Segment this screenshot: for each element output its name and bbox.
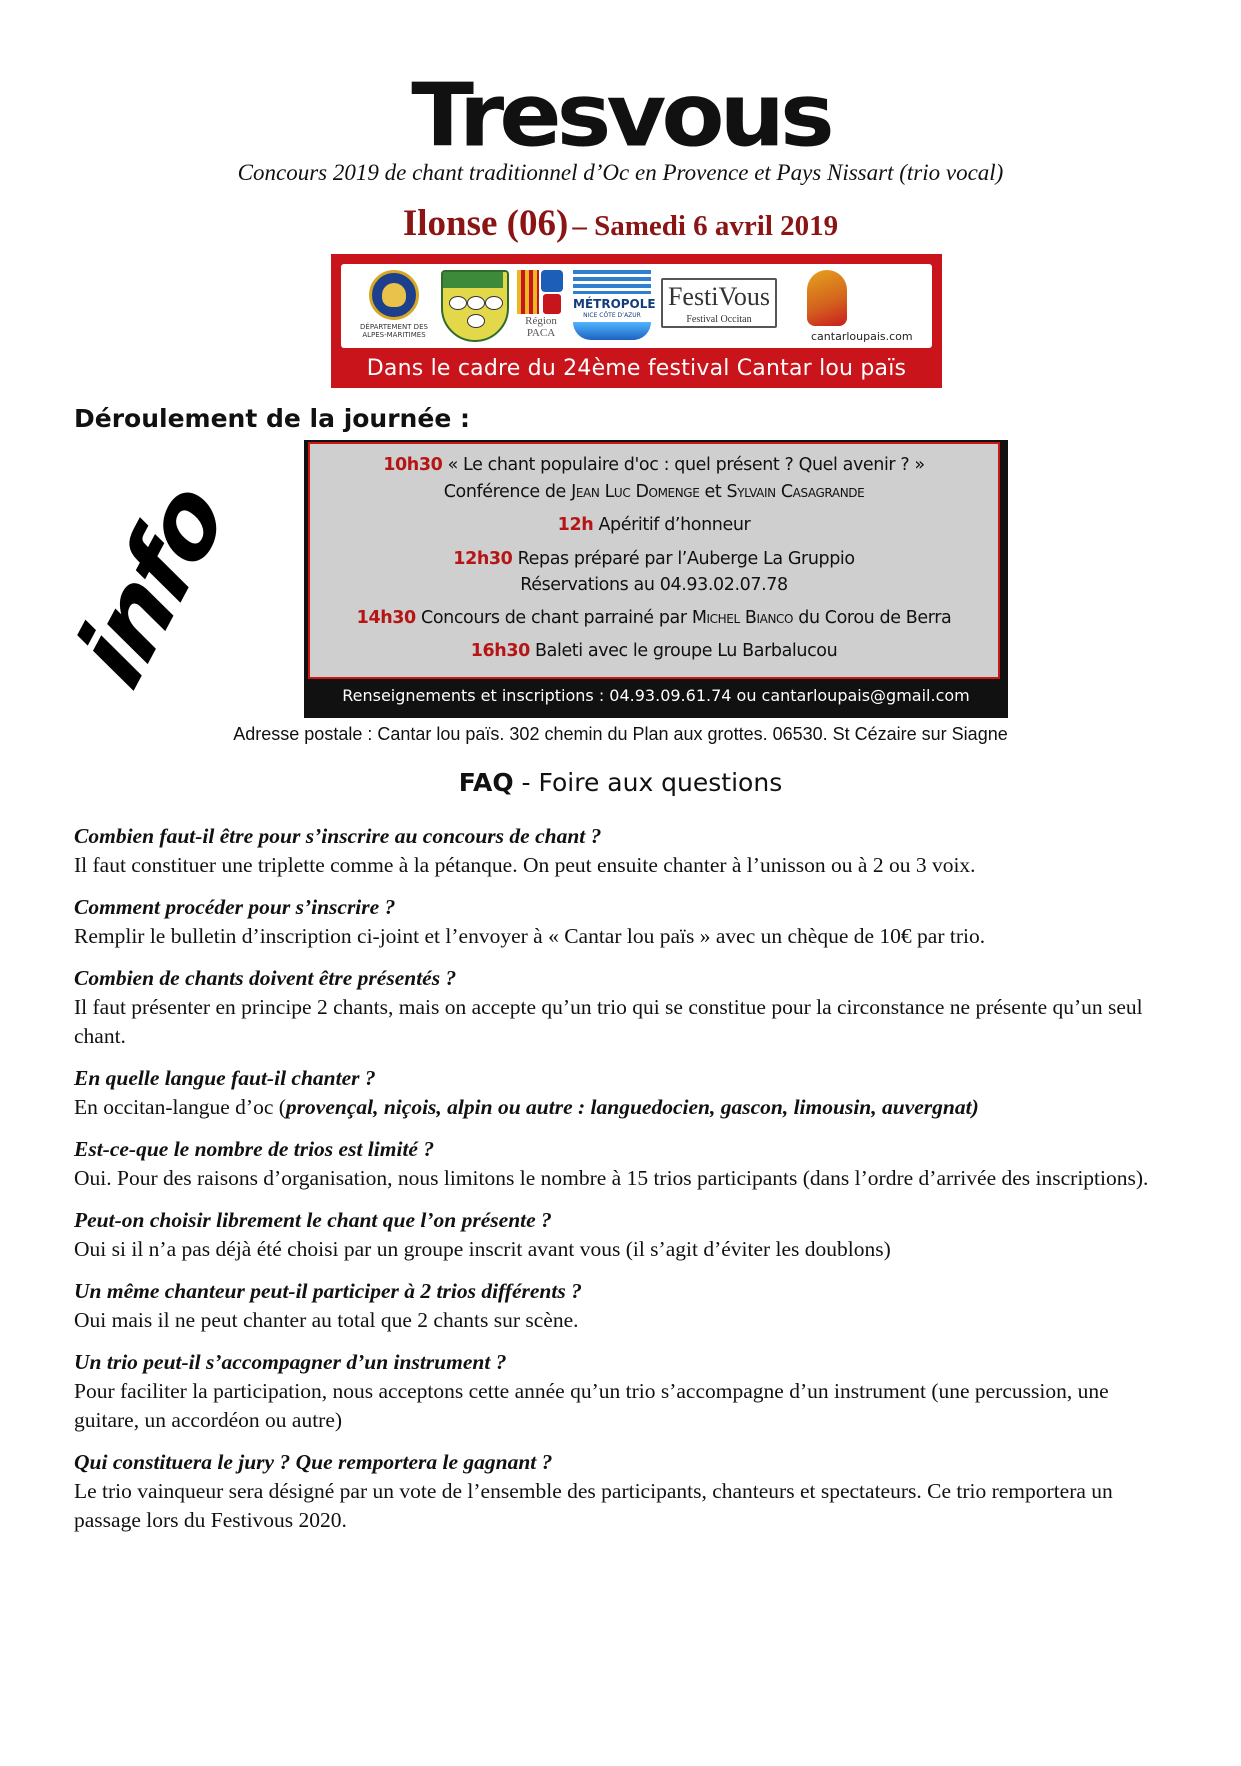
program-text: « Le chant populaire d'oc : quel présent ? Quel avenir ? » bbox=[447, 455, 925, 475]
subtitle: Concours 2019 de chant traditionnel d’Oc en Provence et Pays Nissart (trio vocal) bbox=[237, 160, 1004, 185]
program-item bbox=[310, 455, 998, 475]
paca-caption-2: PACA bbox=[526, 326, 556, 339]
paca-caption-1: Région bbox=[525, 315, 557, 327]
program-time: 16h30 bbox=[470, 641, 530, 661]
faq-question: Combien faut-il être pour s’inscrire au concours de chant ? bbox=[74, 824, 602, 848]
sponsor-logos bbox=[341, 264, 932, 348]
faq-title-rest: - Foire aux questions bbox=[513, 768, 783, 797]
faq-answer: Oui si il n’a pas déjà été choisi par un groupe inscrit avant vous (il s’agit d’éviter les doublons) bbox=[74, 1237, 891, 1261]
faq-list bbox=[74, 822, 1154, 1548]
program-item bbox=[310, 515, 998, 535]
cantar-lou-pais-logo bbox=[789, 270, 925, 342]
festivous-logo bbox=[661, 270, 779, 342]
speaker-name: Sylvain Casagrande bbox=[726, 482, 865, 502]
program-time: 12h30 bbox=[453, 549, 513, 569]
faq-item bbox=[74, 1206, 1154, 1264]
program-text: Repas préparé par l’Auberge La Gruppio bbox=[517, 549, 855, 569]
paca-stripes-icon bbox=[517, 270, 539, 314]
program-item bbox=[310, 608, 998, 628]
program-heading: Déroulement de la journée : bbox=[74, 404, 470, 433]
ilonse-coat-of-arms-icon bbox=[441, 270, 509, 342]
speaker-name: Jean Luc Domenge bbox=[571, 482, 700, 502]
metropole-logo bbox=[573, 270, 656, 342]
festivous-name: FestiVous bbox=[667, 282, 771, 311]
faq-question: Est-ce-que le nombre de trios est limité ? bbox=[74, 1137, 435, 1161]
program-time: 10h30 bbox=[383, 455, 443, 475]
festivous-sub: Festival Occitan bbox=[686, 314, 752, 325]
faq-answer-text: En occitan-langue d’oc ( bbox=[74, 1095, 286, 1119]
program-text: et bbox=[699, 482, 727, 502]
region-paca-logo bbox=[517, 270, 565, 342]
program-time: 14h30 bbox=[356, 608, 416, 628]
program-item bbox=[310, 482, 998, 502]
faq-answer-emphasis: provençal, niçois, alpin ou autre : languedocien, gascon, limousin, auvergnat) bbox=[285, 1095, 979, 1119]
event-place: Ilonse (06) bbox=[402, 203, 569, 244]
faq-item bbox=[74, 964, 1154, 1051]
sponsor-name: Michel Bianco bbox=[691, 608, 794, 628]
program-text: Réservations au 04.93.02.07.78 bbox=[520, 575, 788, 595]
program-text: Baleti avec le groupe Lu Barbalucou bbox=[535, 641, 838, 661]
event-date: – Samedi 6 avril 2019 bbox=[572, 210, 839, 242]
program-contact: Renseignements et inscriptions : 04.93.09.61.74 ou cantarloupais@gmail.com bbox=[342, 686, 970, 705]
program-text: Concours de chant parrainé par bbox=[421, 608, 692, 628]
faq-question: Peut-on choisir librement le chant que l’on présente ? bbox=[74, 1208, 552, 1232]
event-place-date bbox=[0, 202, 1241, 245]
program-box bbox=[304, 440, 1008, 718]
faq-answer: Pour faciliter la participation, nous acceptons cette année qu’un trio s’accompagne d’un instrument (une percussion, une guitare, un accordéon ou autre) bbox=[74, 1379, 1109, 1432]
sponsor-banner bbox=[331, 254, 942, 388]
faq-item bbox=[74, 1277, 1154, 1335]
program-text: Apéritif d’honneur bbox=[598, 515, 751, 535]
faq-answer: Oui. Pour des raisons d’organisation, nous limitons le nombre à 15 trios participants (dans l’ordre d’arrivée des inscriptions). bbox=[74, 1166, 1149, 1190]
metropole-sub: NICE CÔTE D’AZUR bbox=[583, 312, 641, 319]
info-graphic: info bbox=[54, 463, 247, 708]
cantar-url: cantarloupais.com bbox=[811, 330, 913, 343]
departement-logo bbox=[355, 270, 433, 342]
faq-item bbox=[74, 1135, 1154, 1193]
faq-item bbox=[74, 1348, 1154, 1435]
program-schedule bbox=[308, 442, 1000, 679]
program-text: Conférence de bbox=[443, 482, 572, 502]
program-text: du Corou de Berra bbox=[793, 608, 952, 628]
faq-item bbox=[74, 822, 1154, 880]
banner-tagline: Dans le cadre du 24ème festival Cantar lou païs bbox=[366, 356, 907, 381]
postal-address: Adresse postale : Cantar lou païs. 302 chemin du Plan aux grottes. 06530. St Cézaire sur Siagne bbox=[233, 724, 1008, 744]
nice-eagle-icon bbox=[543, 294, 561, 314]
program-item bbox=[310, 641, 998, 661]
program-item bbox=[310, 575, 998, 595]
faq-item bbox=[74, 1448, 1154, 1535]
faq-title bbox=[0, 768, 1241, 797]
faq-answer: Le trio vainqueur sera désigné par un vote de l’ensemble des participants, chanteurs et spectateurs. Ce trio remportera un passage lors du Festivous 2020. bbox=[74, 1479, 1113, 1532]
metropole-waves-icon bbox=[573, 270, 651, 294]
departement-emblem-icon bbox=[369, 270, 419, 320]
paca-dolphin-icon bbox=[541, 270, 563, 292]
faq-answer: Remplir le bulletin d’inscription ci-joint et l’envoyer à « Cantar lou païs » avec un chèque de 10€ par trio. bbox=[74, 924, 986, 948]
faq-item bbox=[74, 893, 1154, 951]
faq-title-bold: FAQ bbox=[458, 768, 514, 797]
program-item bbox=[310, 549, 998, 569]
faq-answer bbox=[74, 1093, 1154, 1122]
faq-question: Combien de chants doivent être présentés ? bbox=[74, 966, 457, 990]
faq-question: Qui constituera le jury ? Que remportera le gagnant ? bbox=[74, 1450, 553, 1474]
faq-answer: Il faut constituer une triplette comme à la pétanque. On peut ensuite chanter à l’unisson ou à 2 ou 3 voix. bbox=[74, 853, 976, 877]
program-time: 12h bbox=[557, 515, 594, 535]
faq-question: Un même chanteur peut-il participer à 2 trios différents ? bbox=[74, 1279, 582, 1303]
faq-question: Un trio peut-il s’accompagner d’un instrument ? bbox=[74, 1350, 507, 1374]
faq-item bbox=[74, 1064, 1154, 1122]
faq-question: Comment procéder pour s’inscrire ? bbox=[74, 895, 396, 919]
faq-answer: Oui mais il ne peut chanter au total que 2 chants sur scène. bbox=[74, 1308, 579, 1332]
departement-caption: DÉPARTEMENT DES ALPES-MARITIMES bbox=[360, 323, 428, 339]
faq-answer: Il faut présenter en principe 2 chants, mais on accepte qu’un trio qui se constitue pour la circonstance ne présente qu’un seul chant. bbox=[74, 995, 1143, 1048]
trumpeter-figure-icon bbox=[807, 270, 847, 326]
tresvous-logo: Tresvous bbox=[411, 64, 830, 167]
metropole-name: MÉTROPOLE bbox=[573, 297, 656, 311]
faq-question: En quelle langue faut-il chanter ? bbox=[74, 1066, 376, 1090]
